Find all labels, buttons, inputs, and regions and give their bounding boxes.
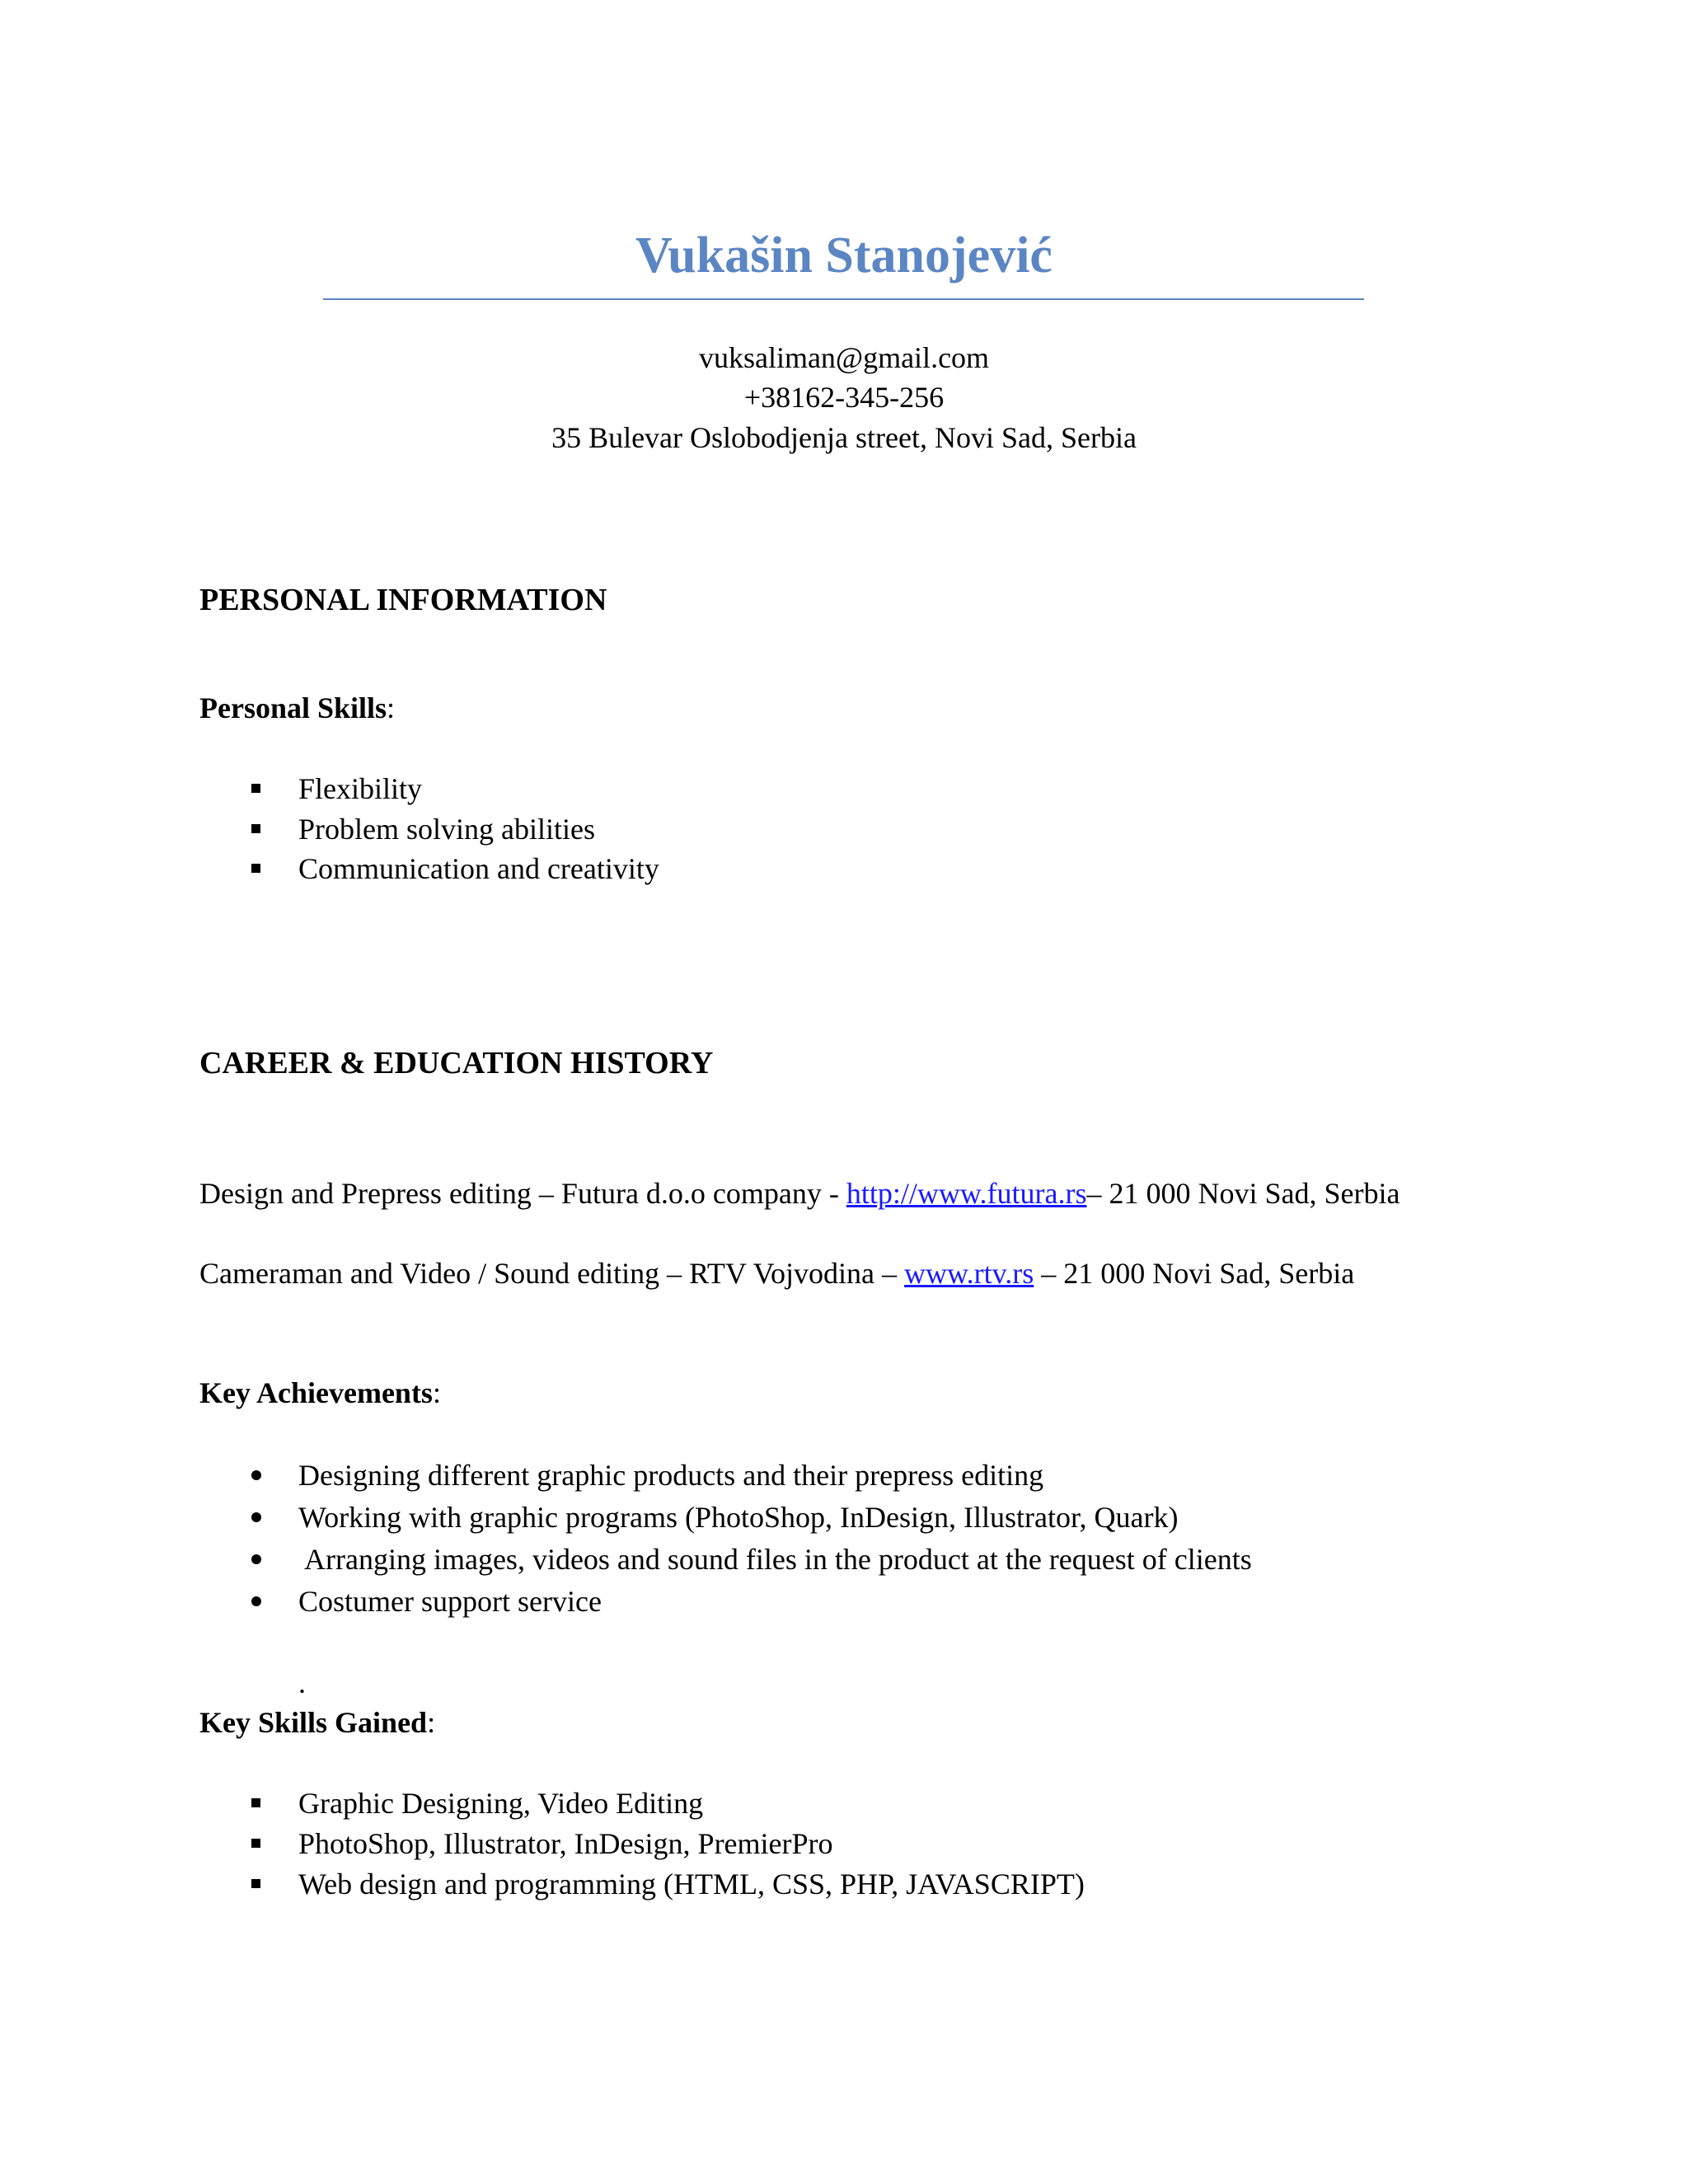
achievement-text: Arranging images, videos and sound files in the product at the request of clients [298,1543,1252,1576]
personal-skill-text: Problem solving abilities [298,813,595,846]
personal-skills-label: Personal Skills [199,691,387,724]
contact-address: 35 Bulevar Oslobodjenja street, Novi Sad, Serbia [551,421,1137,454]
key-skills-gained-colon: : [427,1706,436,1739]
list-item [247,1497,1178,1538]
resume-name: Vukašin Stanojević [635,227,1053,284]
square-bullet-icon [247,1783,298,1824]
job-description: Design and Prepress editing – Futura d.o.o company - [199,1177,846,1210]
skill-gained-text: PhotoShop, Illustrator, InDesign, PremierPro [298,1827,833,1860]
round-bullet-icon [247,1497,298,1538]
round-bullet-icon [247,1539,298,1580]
square-bullet-icon [247,1823,298,1864]
futura-website-link[interactable]: http://www.futura.rs [846,1177,1087,1210]
key-achievements-label: Key Achievements [199,1376,433,1409]
personal-skills-heading [199,688,395,728]
achievement-text: Designing different graphic products and their prepress editing [298,1459,1044,1492]
list-item [247,1863,1085,1905]
round-bullet-icon [247,1581,298,1622]
job-location: – 21 000 Novi Sad, Serbia [1086,1177,1400,1210]
stray-period: . [298,1666,306,1699]
key-achievements-heading [199,1373,441,1413]
section-heading-career-education: CAREER & EDUCATION HISTORY [199,1046,714,1080]
list-item [247,768,422,809]
personal-skills-colon: : [387,691,396,724]
job-entry-futura [199,1174,1400,1213]
skill-gained-text: Graphic Designing, Video Editing [298,1787,704,1820]
job-entry-rtv [199,1254,1354,1293]
job-location: – 21 000 Novi Sad, Serbia [1034,1257,1355,1290]
key-skills-gained-label: Key Skills Gained [199,1706,428,1739]
section-heading-personal-information: PERSONAL INFORMATION [199,583,607,617]
list-item [247,1783,703,1824]
round-bullet-icon [247,1455,298,1496]
key-skills-gained-heading [199,1703,435,1742]
key-achievements-colon: : [432,1376,441,1409]
list-item [247,808,595,850]
square-bullet-icon [247,848,298,889]
name-underline-divider [323,298,1364,300]
achievement-text: Costumer support service [298,1585,602,1618]
list-item [247,848,659,889]
list-item [247,1823,833,1864]
job-description: Cameraman and Video / Sound editing – RTV Vojvodina – [199,1257,904,1290]
list-item [247,1581,602,1622]
personal-skill-text: Communication and creativity [298,852,659,885]
contact-phone: +38162-345-256 [743,381,945,414]
contact-email: vuksaliman@gmail.com [698,341,990,374]
achievement-text: Working with graphic programs (PhotoShop, InDesign, Illustrator, Quark) [298,1501,1179,1534]
list-item [247,1539,1252,1580]
personal-skill-text: Flexibility [298,772,423,805]
square-bullet-icon [247,808,298,850]
list-item [247,1455,1043,1496]
square-bullet-icon [247,768,298,809]
square-bullet-icon [247,1863,298,1905]
skill-gained-text: Web design and programming (HTML, CSS, PHP, JAVASCRIPT) [298,1868,1085,1900]
rtv-website-link[interactable]: www.rtv.rs [903,1257,1034,1290]
